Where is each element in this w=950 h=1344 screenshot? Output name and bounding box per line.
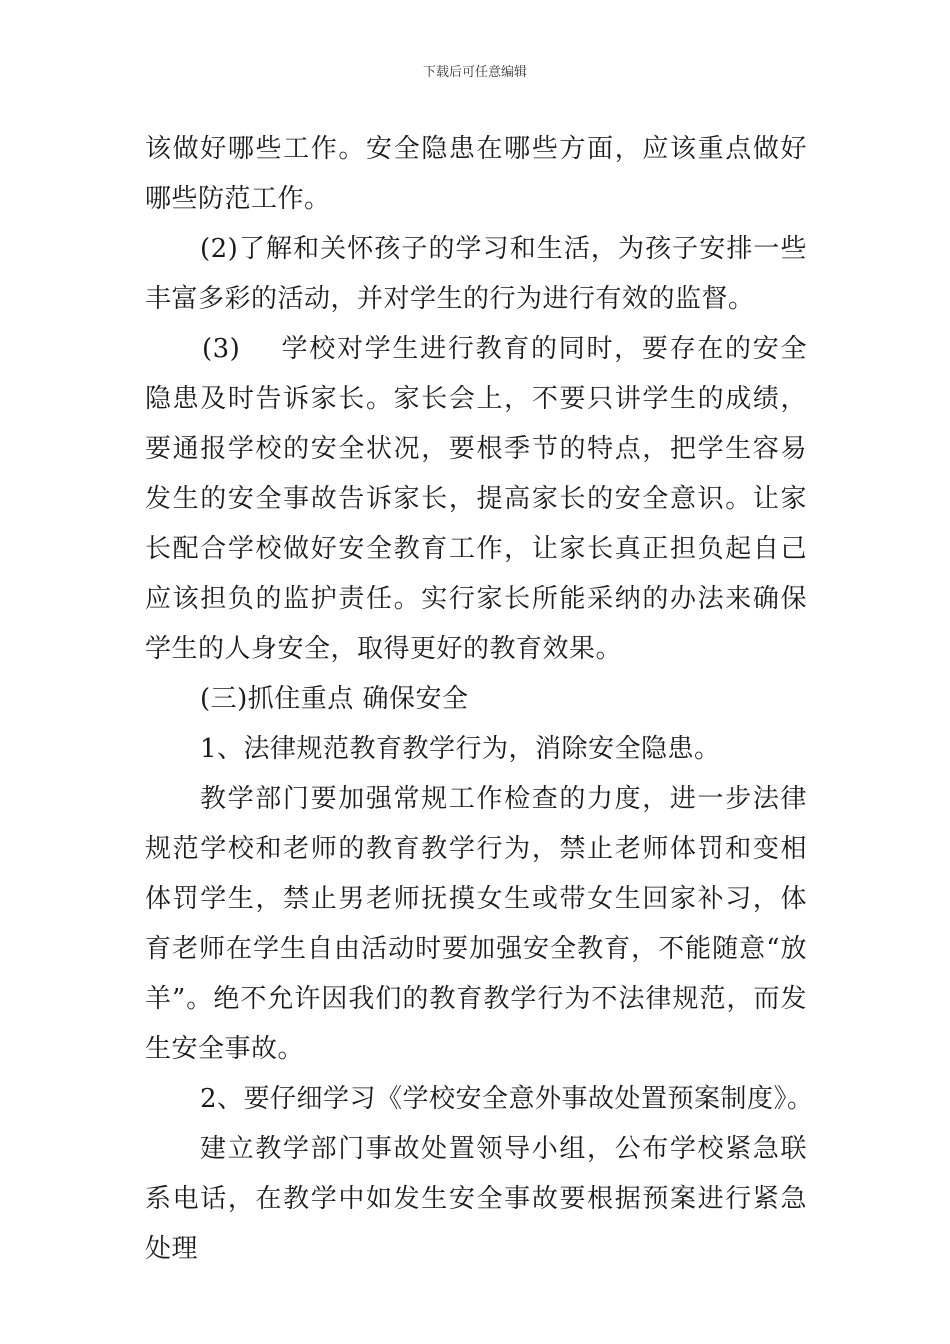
list-item-1: 1、法律规范教育教学行为，消除安全隐患。	[200, 734, 721, 764]
page-header-note: 下载后可任意编辑	[422, 65, 527, 80]
document-body	[145, 124, 814, 1274]
item-3-text: 学校对学生进行教育的同时，要存在的安全隐患及时告诉家长。家长会上，不要只讲学生的成绩，要通报学校的安全状况，要根季节的特点，把学生容易发生的安全事故告诉家长，提高家长的安全意识。让家长配合学校做好安全教育工作，让家长真正担负起自己应该担负的监护责任。实行家长所能采纳的办法来确保学生的人身安全，取得更好的教育效果。	[145, 334, 807, 664]
paragraph-item-2: (2)了解和关怀孩子的学习和生活，为孩子安排一些丰富多彩的活动，并对学生的行为进行有效的监督。	[145, 234, 807, 314]
paragraph-continuation: 该做好哪些工作。安全隐患在哪些方面，应该重点做好哪些防范工作。	[145, 134, 807, 214]
paragraph-teaching-conduct: 教学部门要加强常规工作检查的力度，进一步法律规范学校和老师的教育教学行为，禁止老师体罚和变相体罚学生，禁止男老师抚摸女生或带女生回家补习，体育老师在学生自由活动时要加强安全教育，不能随意“放羊”。绝不允许因我们的教育教学行为不法律规范，而发生安全事故。	[145, 784, 807, 1064]
paragraph-item-3	[145, 324, 807, 674]
list-item-2: 2、要仔细学习《学校安全意外事故处置预案制度》。	[200, 1084, 814, 1114]
item-3-number: (3)	[202, 334, 241, 364]
paragraph-emergency-group: 建立教学部门事故处置领导小组，公布学校紧急联系电话，在教学中如发生安全事故要根据预案进行紧急处理	[145, 1134, 807, 1264]
section-heading-3: (三)抓住重点 确保安全	[200, 684, 469, 714]
